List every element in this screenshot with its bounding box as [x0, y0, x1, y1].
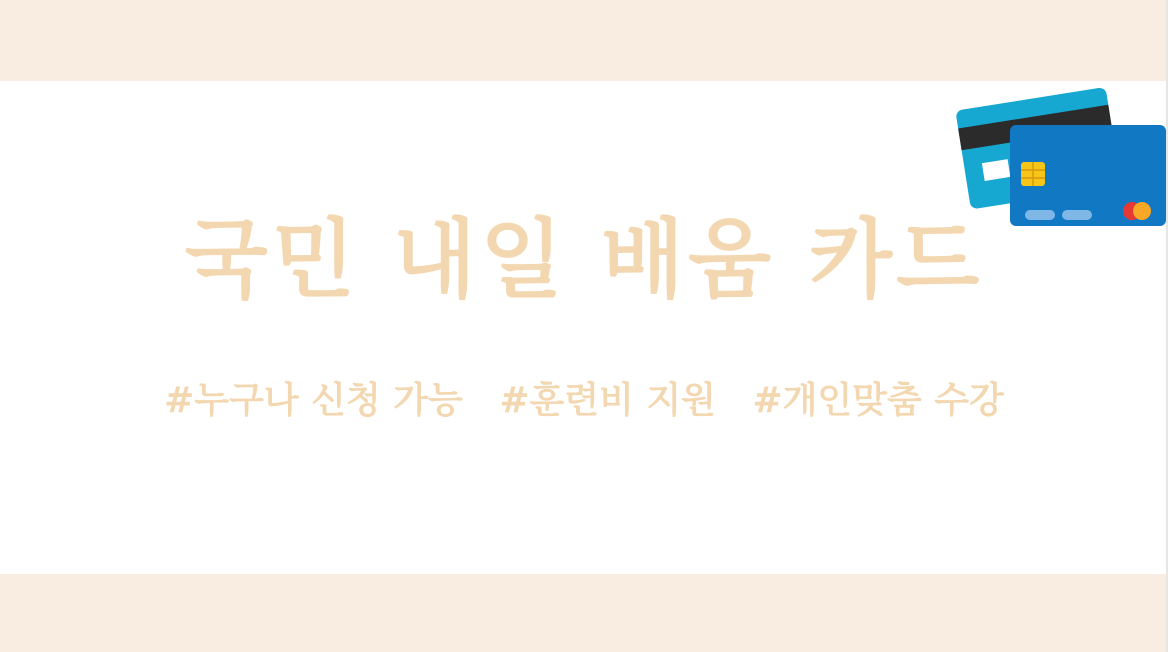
hashtag-training-support: #훈련비 지원 — [499, 380, 716, 421]
bottom-band — [0, 574, 1168, 652]
hashtag-custom-course: #개인맞춤 수강 — [752, 380, 1004, 421]
credit-cards-icon — [955, 78, 1168, 230]
hashtag-row — [0, 376, 1168, 426]
page-title: 국민 내일 배움 카드 — [184, 210, 984, 310]
front-card — [1010, 125, 1166, 226]
top-band — [0, 0, 1168, 81]
hashtag-anyone-can-apply: #누구나 신청 가능 — [164, 380, 463, 421]
